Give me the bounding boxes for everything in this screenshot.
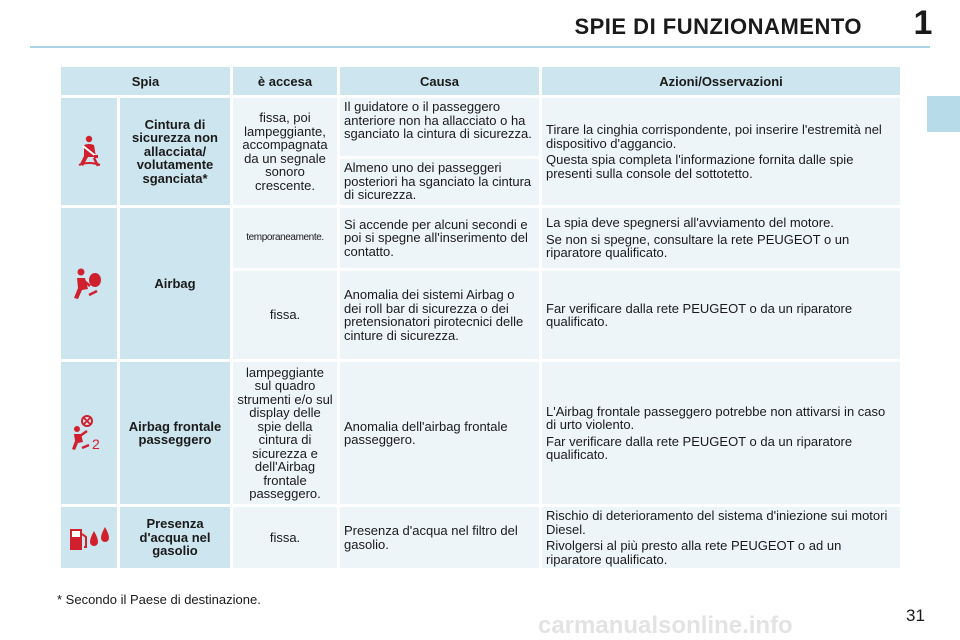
- page-title: SPIE DI FUNZIONAMENTO: [574, 14, 862, 39]
- water-diesel-action-2: Rivolgersi al più presto alla rete PEUGEOT o ad un riparatore qualificato.: [546, 538, 842, 567]
- airbag-warning-icon: [61, 208, 117, 359]
- svg-text:2: 2: [92, 436, 100, 451]
- airbag-lit-temporary: temporaneamente.: [233, 208, 337, 268]
- warning-lights-table: [58, 64, 903, 571]
- passenger-airbag-action-1: L'Airbag frontale passeggero potrebbe non attivarsi in caso di urto violento.: [546, 403, 886, 432]
- table-row-passenger-airbag: [61, 362, 900, 504]
- seatbelt-name: Cintura di sicurezza non allacciata/ volutamente sganciata*: [120, 98, 230, 205]
- airbag-action-1b: Se non si spegne, consultare la rete PEUGEOT o un riparatore qualificato.: [546, 231, 850, 261]
- column-header-spia: Spia: [61, 67, 230, 95]
- passenger-airbag-action-2: Far verificare dalla rete PEUGEOT o da un riparatore qualificato.: [546, 433, 853, 462]
- airbag-action-1a: La spia deve spegnersi all'avviamento del motore.: [546, 215, 834, 231]
- page-number: 31: [906, 606, 925, 625]
- passenger-airbag-off-icon: [61, 362, 117, 504]
- airbag-name: Airbag: [120, 208, 230, 359]
- water-diesel-cause: Presenza d'acqua nel filtro del gasolio.: [340, 507, 539, 568]
- seatbelt-cause-rear: Almeno uno dei passeggeri posteriori ha sganciato la cintura di sicurezza.: [340, 159, 539, 205]
- water-diesel-name: Presenza d'acqua nel gasolio: [120, 507, 230, 568]
- table-row-seatbelt: [61, 98, 900, 156]
- passenger-airbag-lit: lampeggiante sul quadro strumenti e/o sul display delle spie della cintura di sicurezza e dell'Airbag frontale passeggero.: [233, 362, 337, 504]
- seatbelt-lit: fissa, poi lampeggiante, accompagnata da un segnale sonoro crescente.: [233, 98, 337, 205]
- column-header-causa: Causa: [340, 67, 539, 95]
- header-rule: [30, 46, 930, 48]
- chapter-tab: [927, 96, 960, 132]
- seatbelt-cause-front: Il guidatore o il passeggero anteriore non ha allacciato o ha sganciato la cintura di sicurezza.: [340, 98, 539, 156]
- watermark: carmanualsonline.info: [538, 612, 793, 639]
- table-row-water-diesel: [61, 507, 900, 568]
- seatbelt-actions: [542, 98, 900, 205]
- water-diesel-actions: [542, 507, 900, 568]
- chapter-number: 1: [913, 4, 933, 42]
- seatbelt-action-2: Questa spia completa l'informazione fornita dalle spie presenti sulla console del sottotetto.: [546, 152, 854, 181]
- water-in-diesel-icon: [61, 507, 117, 568]
- water-diesel-lit: fissa.: [233, 507, 337, 568]
- column-header-accesa: è accesa: [233, 67, 337, 95]
- airbag-actions-startup: [542, 208, 900, 268]
- airbag-action-2: Far verificare dalla rete PEUGEOT o da un riparatore qualificato.: [542, 271, 900, 359]
- airbag-cause-startup: Si accende per alcuni secondi e poi si spegne all'inserimento del contatto.: [340, 208, 539, 268]
- airbag-lit-fixed: fissa.: [233, 271, 337, 359]
- passenger-airbag-actions: [542, 362, 900, 504]
- seatbelt-action-1: Tirare la cinghia corrispondente, poi inserire l'estremità nel dispositivo d'aggancio.: [546, 122, 882, 151]
- water-diesel-action-1: Rischio di deterioramento del sistema d'iniezione sui motori Diesel.: [546, 508, 888, 537]
- passenger-airbag-name: Airbag frontale passeggero: [120, 362, 230, 504]
- airbag-cause-fault: Anomalia dei sistemi Airbag o dei roll bar di sicurezza o dei pretensionatori pirotecnici delle cinture di sicurezza.: [340, 271, 539, 359]
- footnote: * Secondo il Paese di destinazione.: [57, 592, 261, 607]
- passenger-airbag-cause: Anomalia dell'airbag frontale passeggero.: [340, 362, 539, 504]
- table-row-airbag-temporary: [61, 208, 900, 268]
- column-header-azioni: Azioni/Osservazioni: [542, 67, 900, 95]
- seatbelt-warning-icon: [61, 98, 117, 205]
